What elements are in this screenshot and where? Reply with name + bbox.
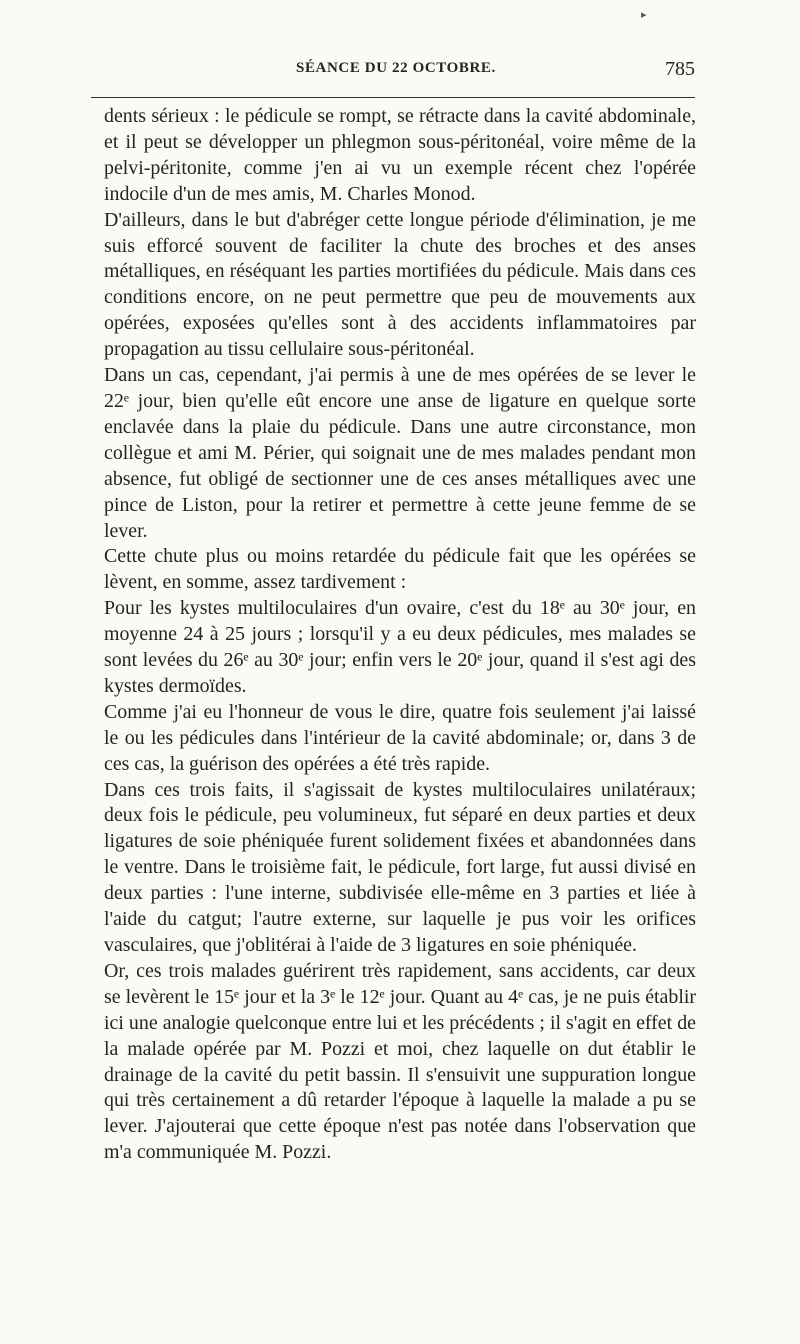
running-head — [0, 60, 800, 90]
paragraph-6: Comme j'ai eu l'honneur de vous le dire, quatre fois seulement j'ai laissé le ou les pédicules dans l'intérieur de la cavité abdominale; or, dans 3 de ces cas, la guérison des opérées a été très rapide. — [104, 700, 696, 775]
paragraph-5: Pour les kystes multiloculaires d'un ovaire, c'est du 18ᵉ au 30ᵉ jour, en moyenne 24 à 25 jours ; lorsqu'il y a eu deux pédicules, mes malades se sont levées du 26ᵉ au 30ᵉ jour; enfin vers le 20ᵉ jour, quand il s'est agi des kystes dermoïdes. — [104, 597, 696, 697]
paragraph-7: Dans ces trois faits, il s'agissait de kystes multiloculaires unilatéraux; deux fois le pédicule, peu volumineux, fut séparé en deux parties et deux ligatures de soie phéniquée furent solidement fixées et abandonnées dans le ventre. Dans le troisième fait, le pédicule, fort large, fut aussi divisé en deux parties : l'une interne, subdivisée elle-même en 3 parties et liée à l'aide du catgut; l'autre externe, sur laquelle je pus voir les orifices vasculaires, que j'oblitérai à l'aide de 3 ligatures en soie phéniquée. — [104, 778, 696, 956]
paragraph-3: Dans un cas, cependant, j'ai permis à une de mes opérées de se lever le 22ᵉ jour, bien qu'elle eût encore une anse de ligature en quelque sorte enclavée dans la plaie du pédicule. Dans une autre circonstance, mon collègue et ami M. Périer, qui soignait une de mes malades pendant mon absence, fut obligé de sectionner une de ces anses métalliques avec une pince de Liston, pour la retirer et permettre à cette jeune femme de se lever. — [104, 364, 696, 542]
page-number: 785 — [665, 58, 695, 80]
running-title: SÉANCE DU 22 OCTOBRE. — [296, 60, 496, 76]
paragraph-8: Or, ces trois malades guérirent très rapidement, sans accidents, car deux se levèrent le 15ᵉ jour et la 3ᵉ le 12ᵉ jour. Quant au 4ᵉ cas, je ne puis établir ici une analogie quelconque entre lui et les précédents ; il s'agit en effet de la malade opérée par M. Pozzi et moi, chez laquelle on dut établir le drainage de la cavité du petit bassin. Il s'ensuivit une suppuration longue qui très certainement a dû retarder l'époque à laquelle la malade a pu se lever. J'ajouterai que cette époque n'est pas notée dans l'observation que m'a communiquée M. Pozzi. — [104, 959, 696, 1164]
paragraph-2: D'ailleurs, dans le but d'abréger cette longue période d'élimination, je me suis efforcé souvent de faciliter la chute des broches et des anses métalliques, en réséquant les parties mortifiées du pédicule. Mais dans ces conditions encore, on ne peut permettre que peu de mouvements aux opérées, exposées qu'elles sont à des accidents inflammatoires par propagation au tissu cellulaire sous-péritonéal. — [104, 208, 696, 361]
body-text — [104, 104, 696, 1166]
paragraph-1: dents sérieux : le pédicule se rompt, se rétracte dans la cavité abdominale, et il peut se développer un phlegmon sous-péritonéal, voire même de la pelvi-péritonite, comme j'en ai vu un exemple récent chez l'opérée indocile d'un de mes amis, M. Charles Monod. — [104, 105, 696, 205]
paragraph-4: Cette chute plus ou moins retardée du pédicule fait que les opérées se lèvent, en somme, assez tardivement : — [104, 545, 696, 594]
corner-mark: ▸ — [641, 9, 647, 21]
header-rule — [91, 97, 695, 98]
